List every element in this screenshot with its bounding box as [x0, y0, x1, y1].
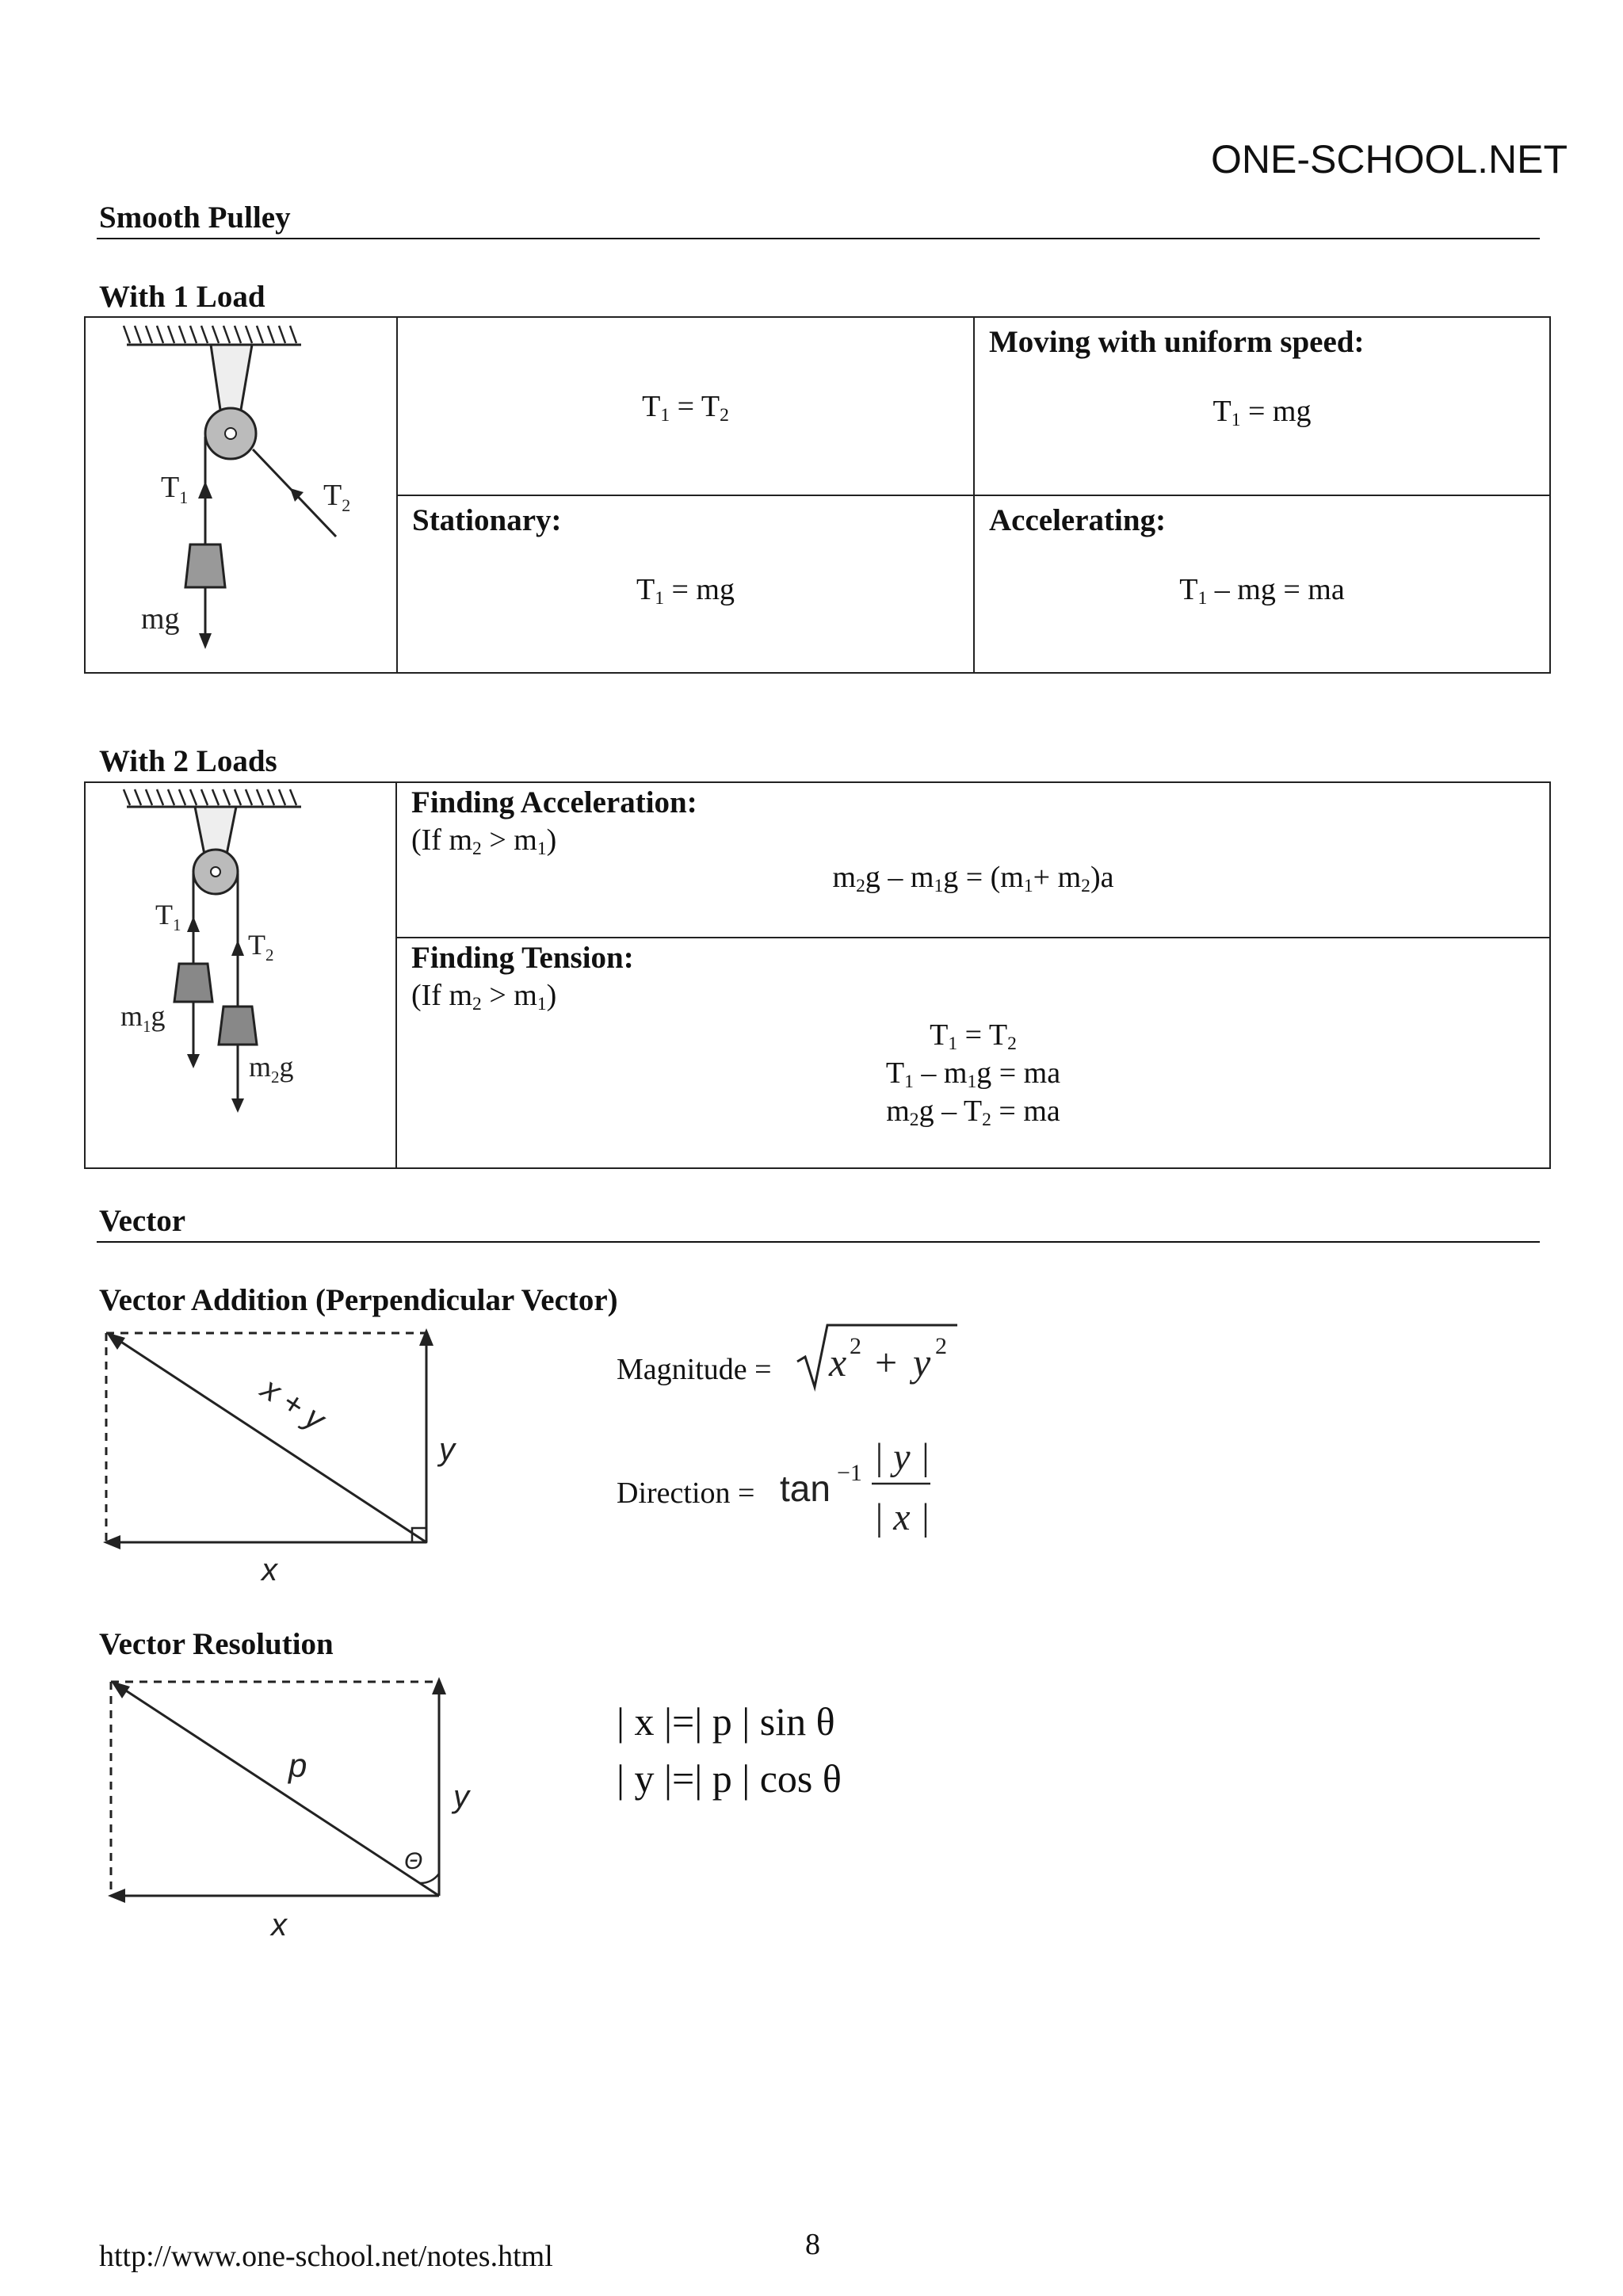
tension-t2-label: $T_2$ [323, 479, 351, 515]
one-load-table [84, 316, 1551, 674]
vector-y-label: y [453, 1779, 469, 1814]
tension-condition: (If $m_2 > m_1$) [411, 978, 557, 1014]
eq-accelerating: $T_1$ – mg = ma [1179, 572, 1345, 609]
tension-equations [397, 1016, 1549, 1130]
site-brand: ONE-SCHOOL.NET [1211, 137, 1568, 181]
vector-y-label: y [439, 1432, 455, 1467]
eq-t1-equals-t2: $T_1 = T_2$ [642, 390, 729, 426]
cell-finding-tension [396, 938, 1550, 1168]
acceleration-condition: (If $m_2 > m_1$) [411, 823, 557, 859]
accelerating-title: Accelerating: [989, 502, 1167, 537]
direction-formula [777, 1431, 951, 1550]
finding-tension-title: Finding Tension: [411, 940, 634, 975]
vector-p-label: p [288, 1747, 307, 1784]
section-title-vector: Vector [99, 1204, 186, 1238]
eq-tension-line-2: $T_1 - m_1g$ = ma [885, 1056, 1061, 1092]
cell-accelerating [974, 495, 1550, 674]
eq-uniform-speed: $T_1$ = mg [1212, 395, 1312, 430]
finding-acceleration-title: Finding Acceleration: [411, 785, 697, 819]
two-loads-figure-cell [85, 782, 396, 1168]
svg-text:x: x [829, 1340, 847, 1385]
eq-stationary: $T_1$ = mg [636, 572, 735, 609]
one-load-figure-cell [85, 317, 397, 673]
vector-resolution-diagram [94, 1666, 506, 1951]
section-rule [97, 1241, 1540, 1243]
vector-addition-diagram [87, 1316, 483, 1601]
magnitude-label: Magnitude = [617, 1353, 772, 1386]
uniform-speed-title: Moving with uniform speed: [989, 325, 1365, 359]
eq-resolution-x: | x |=| p | sin θ [617, 1699, 835, 1744]
footer-url[interactable]: http://www.one-school.net/notes.html [99, 2240, 553, 2273]
cell-uniform-speed [974, 317, 1550, 495]
svg-text:+: + [875, 1340, 898, 1385]
svg-text:y: y [913, 1340, 931, 1385]
magnitude-formula [792, 1314, 983, 1393]
svg-text:| x |: | x | [873, 1496, 930, 1538]
single-pulley-diagram [86, 318, 398, 668]
heading-vector-addition: Vector Addition (Perpendicular Vector) [99, 1283, 618, 1317]
stationary-title: Stationary: [412, 502, 562, 537]
double-pulley-diagram [86, 783, 397, 1163]
svg-text:−1: −1 [837, 1460, 862, 1486]
heading-one-load: With 1 Load [99, 280, 265, 314]
vector-x-label: x [262, 1553, 277, 1587]
weight-m2g-label: $m_2g$ [249, 1051, 294, 1087]
svg-text:tan: tan [780, 1468, 831, 1509]
resolution-equations [617, 1693, 842, 1807]
angle-theta-label: Θ [404, 1848, 423, 1874]
svg-text:2: 2 [850, 1333, 861, 1359]
vector-sum-label: x + y [254, 1370, 331, 1438]
tension-t1-label: $T_1$ [161, 471, 189, 507]
svg-text:| y |: | y | [873, 1436, 930, 1478]
weight-mg-label: mg [141, 602, 180, 636]
svg-text:2: 2 [935, 1333, 947, 1359]
page-number: 8 [805, 2228, 820, 2261]
eq-resolution-y: | y |=| p | cos θ [617, 1756, 842, 1801]
heading-vector-resolution: Vector Resolution [99, 1627, 334, 1661]
eq-tension-line-1: $T_1 = T_2$ [930, 1018, 1017, 1054]
heading-two-loads: With 2 Loads [99, 744, 277, 778]
cell-finding-acceleration [396, 782, 1550, 938]
cell-stationary [397, 495, 974, 674]
direction-label: Direction = [617, 1477, 755, 1510]
section-rule [97, 238, 1540, 239]
weight-m1g-label: $m_1g$ [120, 1000, 166, 1036]
tension-t2-label: $T_2$ [248, 929, 274, 965]
vector-x-label: x [271, 1908, 287, 1943]
eq-acceleration: $m_2g - m_1g = (m_1+ m_2)a$ [832, 861, 1114, 896]
two-loads-table [84, 781, 1551, 1169]
eq-tension-line-3: $m_2g - T_2$ = ma [886, 1094, 1060, 1130]
cell-equal-tension [397, 317, 974, 495]
section-title-smooth-pulley: Smooth Pulley [99, 201, 291, 235]
tension-t1-label: $T_1$ [155, 899, 181, 934]
